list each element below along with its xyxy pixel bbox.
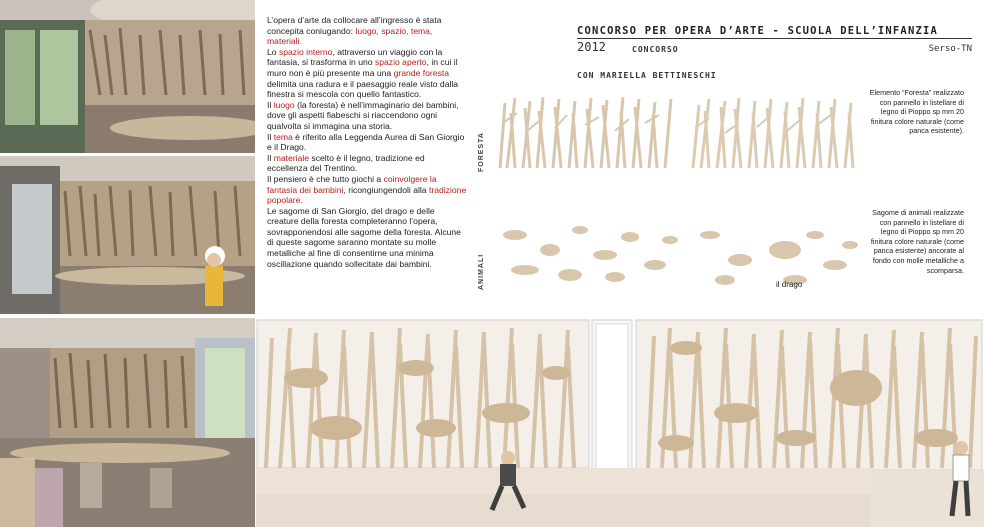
forest-panel-left	[500, 97, 671, 168]
paragraph	[267, 47, 467, 100]
year: 2012	[577, 40, 606, 54]
highlight: grande foresta	[393, 67, 450, 78]
paragraph	[267, 100, 467, 132]
text: è riferito alla Leggenda Aurea di San Giorgio e il Drago.	[267, 131, 465, 153]
foresta-description: Elemento “Foresta” realizzato con pannello in listellare di legno di Pioppo sp mm 20 finitura colore naturale (come panca esistente).	[869, 88, 964, 136]
highlight: coinvolgere la fantasia dei bambini	[267, 173, 437, 195]
photo-children	[0, 318, 255, 527]
foresta-panels	[495, 93, 865, 173]
highlight: spazio interno	[278, 46, 333, 57]
text: Il	[267, 131, 274, 142]
text: delimita una radura e il paesaggio reale visto dalla finestra si mescola con quello fantastico.	[267, 78, 459, 100]
text: .	[300, 195, 303, 206]
text: , attraverso un viaggio con la fantasia, si trasforma in uno	[267, 46, 443, 68]
header-divider	[577, 38, 972, 39]
foresta-label: FORESTA	[478, 132, 485, 172]
animali-panels	[495, 215, 865, 295]
highlight: tema	[273, 131, 293, 142]
animali-label: ANIMALI	[478, 253, 485, 290]
highlight: materiale	[273, 152, 310, 163]
highlight: tradizione popolare	[267, 184, 467, 206]
location: Serso-TN	[928, 44, 972, 54]
text: , in cui il muro non è più presente ma una	[267, 57, 458, 78]
paragraph	[267, 174, 467, 206]
text: Lo	[267, 46, 279, 57]
collaborator: CON MARIELLA BETTINESCHI	[577, 71, 717, 80]
text: (la foresta) è nell’immaginario dei bambini, dove gli aspetti fiabeschi si riaccendono ogni qualvolta si immagina una storia.	[267, 99, 459, 131]
page-title: CONCORSO PER OPERA D’ARTE - SCUOLA DELL’INFANZIA	[577, 25, 939, 37]
text: L’opera d’arte da collocare all’ingresso è stata concepita coniugando:	[267, 15, 442, 36]
text: scelto è il legno, tradizione ed eccellenza del Trentino.	[267, 152, 425, 174]
text: Il pensiero è che tutto giochi a	[267, 173, 384, 184]
photo-room	[0, 156, 255, 314]
highlight: luogo	[273, 99, 295, 110]
animali-description: Sagome di animali realizzate con pannello in listellare di legno di Pioppo sp mm 20 finitura colore naturale (come panca esistente) ancorate al fondo con molle metalliche a scomparsa.	[870, 208, 964, 275]
text: , ricongiungendoli alla	[343, 184, 429, 195]
paragraph	[267, 153, 467, 174]
forest-panel-right	[693, 98, 853, 168]
animal-silhouettes	[503, 226, 858, 285]
text: Il	[267, 152, 274, 163]
paragraph: Le sagome di San Giorgio, del drago e delle creature della foresta completeranno l’opera, sovrapponendosi alle sagome della foresta. Alcune di queste sagome saranno montate su molle metalliche al fine di consentirne una minima oscillazione quando sollecitate dai bambini.	[267, 205, 461, 269]
highlight: spazio aperto	[374, 57, 427, 68]
paragraph	[267, 15, 467, 47]
wall-rendering	[256, 318, 984, 527]
description-text	[267, 15, 467, 269]
drago-caption: il drago	[776, 280, 803, 289]
photo-column	[0, 0, 255, 527]
project-kind: CONCORSO	[632, 45, 679, 54]
paragraph	[267, 132, 467, 153]
text: Il	[267, 99, 274, 110]
highlight: luogo, spazio, tema, materiali.	[267, 25, 433, 47]
photo-entrance	[0, 0, 255, 153]
